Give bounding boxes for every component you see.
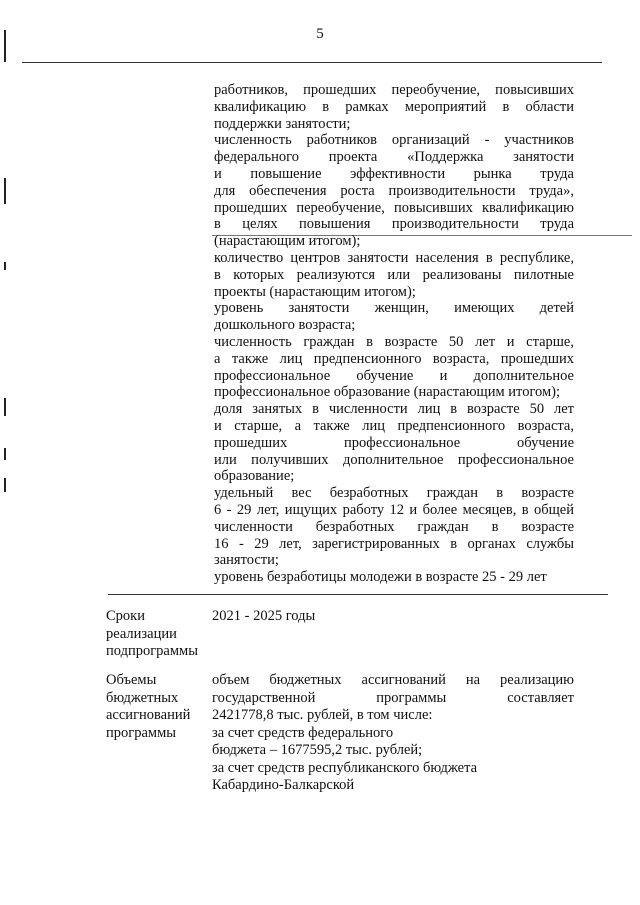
- indicator-line: (нарастающим итогом);: [214, 233, 361, 250]
- indicator-line: 16 - 29 лет, зарегистрированных в органах службы: [214, 535, 574, 552]
- table-row-divider: [108, 594, 608, 595]
- budget-value-line: за счет средств республиканского бюджета: [212, 759, 478, 776]
- indicator-line: численность граждан в возрасте 50 лет и старше,: [214, 333, 574, 350]
- period-label-line: Сроки: [106, 608, 145, 624]
- indicator-line: работников, прошедших переобучение, повысивших: [214, 82, 574, 98]
- indicator-item: [214, 132, 574, 250]
- budget-label: [106, 672, 210, 742]
- indicator-line: численность работников организаций - участников: [214, 132, 574, 149]
- indicator-line: 6 - 29 лет, ищущих работу 12 и более месяцев, в общей: [214, 501, 574, 518]
- indicator-item: [214, 334, 574, 401]
- period-value-text: 2021 - 2025 годы: [212, 608, 316, 624]
- budget-label-line: программы: [106, 724, 176, 741]
- indicator-line: для обеспечения роста производительности труда»,: [214, 182, 574, 199]
- period-label: [106, 608, 210, 661]
- budget-value-line: государственной программы составляет: [212, 689, 574, 706]
- indicator-line: численности безработных граждан в возрасте: [214, 518, 574, 535]
- indicator-line: уровень занятости женщин, имеющих детей: [214, 300, 574, 317]
- scan-margin-mark: [4, 448, 6, 460]
- scan-margin-mark: [4, 178, 6, 204]
- indicator-line: проекты (нарастающим итогом);: [214, 283, 416, 300]
- scan-margin-mark: [4, 398, 6, 416]
- indicators-list: [214, 82, 574, 586]
- budget-value-line: бюджета – 1677595,2 тыс. рублей;: [212, 742, 423, 758]
- budget-label-line: бюджетных: [106, 689, 179, 706]
- indicator-line: прошедших профессиональное обучение: [214, 434, 574, 451]
- indicator-line: и старше, а также лиц предпенсионного возраста,: [214, 417, 574, 434]
- budget-value-line: Кабардино-Балкарской: [212, 777, 355, 793]
- indicator-line: а также лиц предпенсионного возраста, прошедших: [214, 350, 574, 367]
- header-divider: [22, 62, 602, 63]
- indicator-item: [214, 485, 574, 569]
- indicator-item: [214, 82, 574, 132]
- indicator-line: количество центров занятости населения в республике,: [214, 249, 574, 266]
- indicator-line: федерального проекта «Поддержка занятости: [214, 149, 574, 166]
- indicator-line: образование;: [214, 468, 295, 485]
- scan-margin-mark: [4, 262, 6, 270]
- period-value: [212, 608, 574, 626]
- budget-value-line: объем бюджетных ассигнований на реализацию: [212, 672, 574, 688]
- indicator-item: [214, 569, 574, 586]
- period-label-line: реализации: [106, 625, 177, 642]
- scan-margin-mark: [4, 30, 6, 62]
- indicator-line: доля занятых в численности лиц в возрасте 50 лет: [214, 401, 574, 418]
- indicator-line: уровень безработицы молодежи в возрасте 25 - 29 лет: [214, 569, 547, 586]
- budget-value-line: за счет средств федерального: [212, 724, 394, 741]
- period-label-line: подпрограммы: [106, 643, 198, 659]
- indicator-line: поддержки занятости;: [214, 115, 351, 132]
- page-number: 5: [316, 26, 324, 42]
- indicator-line: удельный вес безработных граждан в возрасте: [214, 485, 574, 502]
- indicator-line: профессиональное образование (нарастающим итогом);: [214, 384, 561, 401]
- indicator-line: дошкольного возраста;: [214, 317, 356, 334]
- indicator-line: и повышение эффективности рынка труда: [214, 165, 574, 182]
- indicator-line: в целях повышения производительности труда: [214, 216, 574, 233]
- indicator-item: [214, 250, 574, 300]
- budget-value: [212, 672, 574, 795]
- scan-margin-mark: [4, 478, 6, 492]
- indicator-item: [214, 401, 574, 485]
- indicator-line: занятости;: [214, 552, 279, 569]
- indicator-item: [214, 300, 574, 334]
- budget-label-line: ассигнований: [106, 707, 191, 723]
- indicator-line: прошедших переобучение, повысивших квалификацию: [214, 199, 574, 216]
- budget-value-line: 2421778,8 тыс. рублей, в том числе:: [212, 707, 433, 723]
- indicator-line: профессиональное обучение и дополнительное: [214, 367, 574, 384]
- budget-label-line: Объемы: [106, 672, 157, 688]
- indicator-line: в которых реализуются или реализованы пилотные: [214, 266, 574, 283]
- indicator-line: квалификацию в рамках мероприятий в области: [214, 98, 574, 115]
- indicator-line: или получивших дополнительное профессиональное: [214, 451, 574, 468]
